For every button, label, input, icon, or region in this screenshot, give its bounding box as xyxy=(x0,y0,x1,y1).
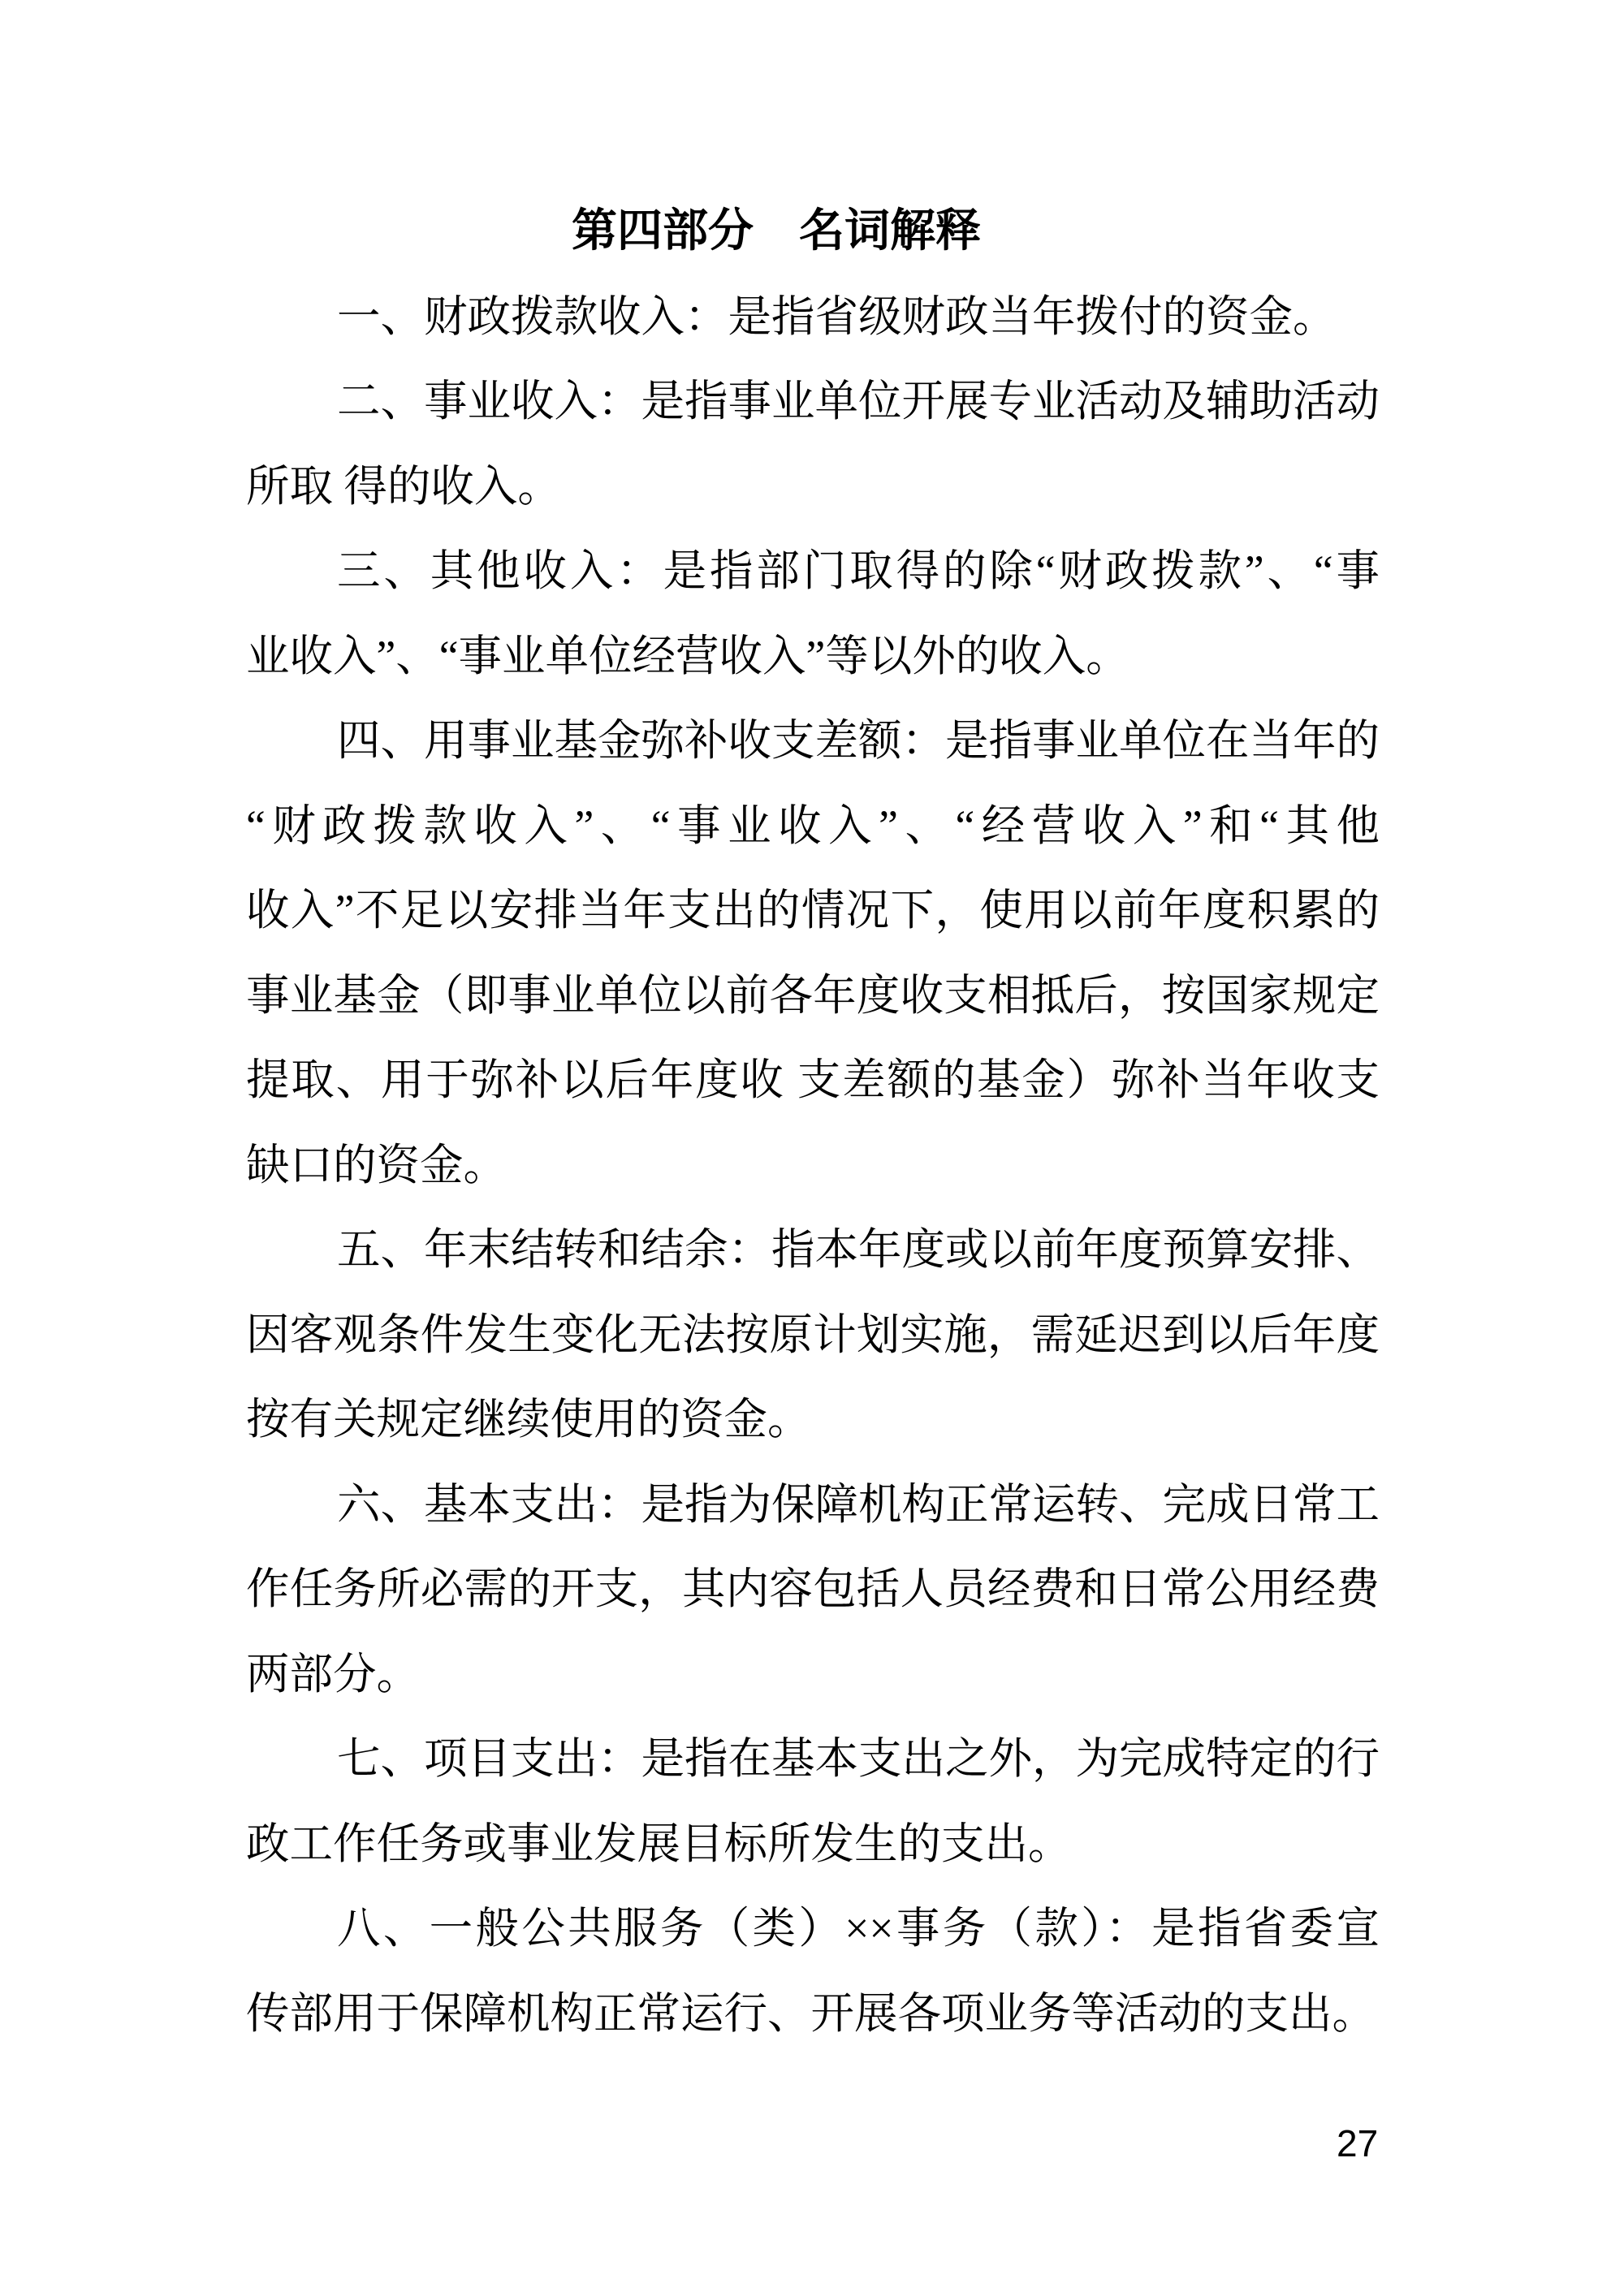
text-line: 七、项目支出：是指在基本支出之外，为完成特定的行 xyxy=(337,1734,1380,1783)
document-body xyxy=(246,189,1380,2056)
text-line: 五、年末结转和结余：指本年度或以前年度预算安排、 xyxy=(337,1225,1380,1274)
text-line: 八、一般公共服务（类）××事务（款）：是指省委宣 xyxy=(337,1904,1380,1953)
paragraphs xyxy=(246,274,1380,2056)
text-line: 收入”不足以安排当年支出的情况下，使用以前年度积累的 xyxy=(246,886,1380,934)
text-line: 因客观条件发生变化无法按原计划实施，需延迟到以后年度 xyxy=(246,1310,1380,1359)
text-line: 业收入”、“事业单位经营收入”等以外的收入。 xyxy=(246,631,1129,680)
text-line: 作任务所必需的开支，其内容包括人员经费和日常公用经费 xyxy=(246,1564,1380,1613)
text-line: 四、用事业基金弥补收支差额：是指事业单位在当年的 xyxy=(337,716,1380,765)
text-line: 二、事业收入：是指事业单位开展专业活动及辅助活动 xyxy=(337,377,1380,425)
page-title: 第四部分 名词解释 xyxy=(572,206,981,257)
text-line: 事业基金（即事业单位以前各年度收支相抵后，按国家规定 xyxy=(246,970,1380,1020)
text-line: 所取 得的收入。 xyxy=(246,461,561,511)
text-line: 三、其他收入：是指部门取得的除“财政拨款”、“事 xyxy=(337,546,1380,595)
text-line: “财政拨款收入”、“事业收入”、“经营收入”和“其他 xyxy=(246,801,1380,850)
text-line: 六、基本支出：是指为保障机构正常运转、完成日常工 xyxy=(337,1479,1380,1529)
text-line: 按有关规定继续使用的资金。 xyxy=(246,1395,811,1444)
text-line: 传部用于保障机构正常运行、开展各项业务等活动的支出。 xyxy=(246,1988,1376,2038)
text-line: 两部分。 xyxy=(246,1649,420,1698)
text-line: 政工作任务或事业发展目标所发生的支出。 xyxy=(246,1819,1072,1868)
text-line: 提取、用于弥补以后年度收 支差额的基金）弥补当年收支 xyxy=(246,1055,1380,1104)
text-line: 一、财政拨款收入：是指省级财政当年拨付的资金。 xyxy=(337,291,1337,341)
text-line: 缺口的资金。 xyxy=(246,1140,507,1189)
page-number: 27 xyxy=(1337,2122,1379,2164)
